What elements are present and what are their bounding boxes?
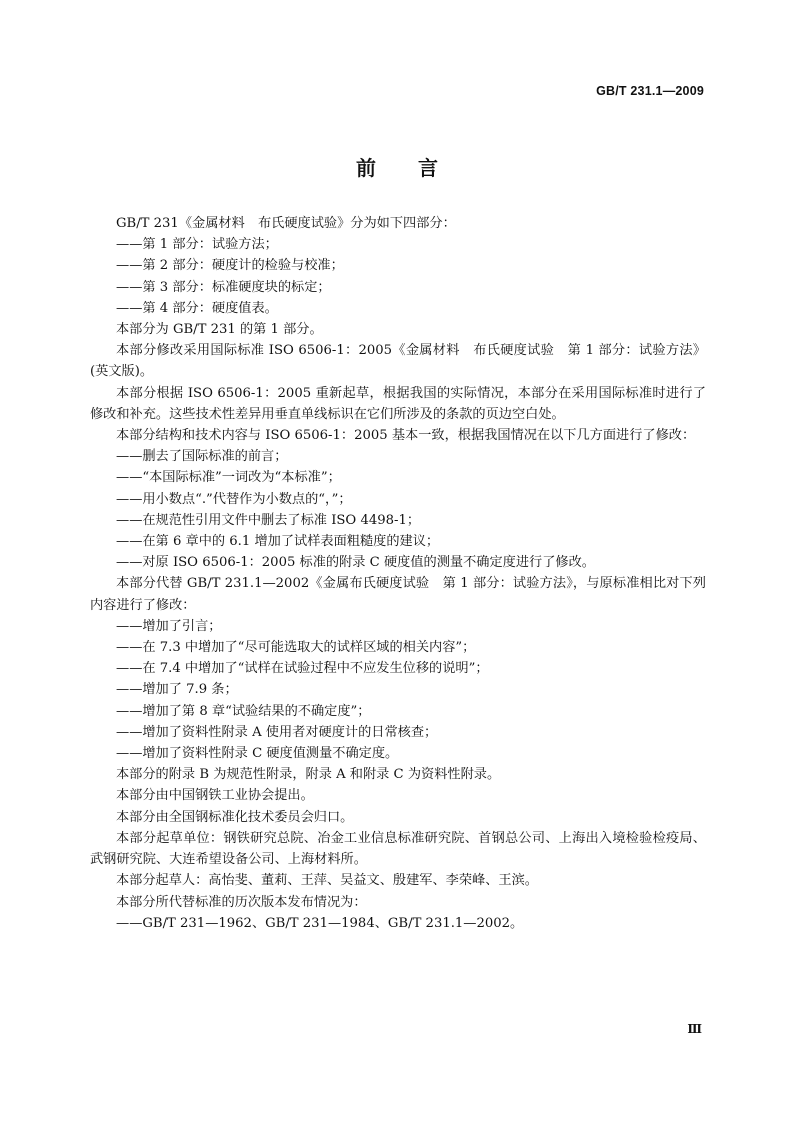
list-item: ——用小数点“.”代替作为小数点的“，”； [116, 491, 352, 507]
list-item: ——删去了国际标准的前言； [116, 449, 288, 465]
list-item: ——GB/T 231—1962、GB/T 231—1984、GB/T 231.1—2002。 [116, 915, 524, 931]
paragraph: 本部分由全国钢标准化技术委员会归口。 [116, 809, 354, 825]
list-item: ——“本国际标准”一词改为“本标准”； [116, 470, 341, 486]
list-item: ——第 4 部分：硬度值表。 [116, 300, 278, 316]
paragraph: 本部分起草单位：钢铁研究总院、冶金工业信息标准研究院、首钢总公司、上海出入境检验检疫局、武钢研究院、大连希望设备公司、上海材料所。 [90, 830, 706, 868]
list-item: ——增加了第 8 章“试验结果的不确定度”； [116, 703, 371, 719]
paragraph: 本部分为 GB/T 231 的第 1 部分。 [116, 322, 323, 338]
paragraph: 本部分修改采用国际标准 ISO 6506-1：2005《金属材料 布氏硬度试验 第 1 部分：试验方法》(英文版)。 [90, 343, 706, 380]
list-item: ——在第 6 章中的 6.1 增加了试样表面粗糙度的建议； [116, 534, 440, 550]
paragraph: 本部分代替 GB/T 231.1—2002《金属布氏硬度试验 第 1 部分：试验方法》，与原标准相比对下列内容进行了修改： [90, 576, 706, 613]
foreword-body [90, 213, 706, 934]
list-item: ——在 7.4 中增加了“试样在试验过程中不应发生位移的说明”； [116, 661, 489, 677]
list-item: ——第 2 部分：硬度计的检验与校准； [116, 258, 344, 274]
list-item: ——对原 ISO 6506-1：2005 标准的附录 C 硬度值的测量不确定度进行了修改。 [116, 555, 595, 571]
list-item: ——在规范性引用文件中删去了标准 ISO 4498-1； [116, 512, 421, 528]
paragraph: GB/T 231《金属材料 布氏硬度试验》分为如下四部分： [116, 216, 456, 231]
list-item: ——在 7.3 中增加了“尽可能选取大的试样区域的相关内容”； [116, 640, 476, 656]
paragraph: 本部分所代替标准的历次版本发布情况为： [116, 894, 367, 910]
paragraph: 本部分起草人：高怡斐、董莉、王萍、吴益文、殷建军、李荣峰、王滨。 [116, 873, 538, 889]
title-char-2: 言 [418, 156, 438, 180]
list-item: ——增加了 7.9 条； [116, 682, 238, 698]
page-title [0, 152, 794, 181]
paragraph: 本部分结构和技术内容与 ISO 6506-1：2005 基本一致，根据我国情况在以下几方面进行了修改： [116, 428, 696, 444]
list-item: ——第 1 部分：试验方法； [116, 237, 278, 253]
paragraph: 本部分由中国钢铁工业协会提出。 [116, 788, 314, 804]
list-item: ——增加了资料性附录 C 硬度值测量不确定度。 [116, 746, 399, 762]
paragraph: 本部分的附录 B 为规范性附录，附录 A 和附录 C 为资料性附录。 [116, 767, 501, 783]
list-item: ——增加了资料性附录 A 使用者对硬度计的日常核查； [116, 724, 438, 740]
title-char-1: 前 [356, 156, 376, 180]
list-item: ——第 3 部分：标准硬度块的标定； [116, 279, 331, 295]
list-item: ——增加了引言； [116, 618, 222, 634]
standard-code: GB/T 231.1—2009 [596, 84, 704, 98]
page-number: Ⅲ [687, 1022, 702, 1036]
paragraph: 本部分根据 ISO 6506-1：2005 重新起草，根据我国的实际情况，本部分在采用国际标准时进行了修改和补充。这些技术性差异用垂直单线标识在它们所涉及的条款的页边空白处。 [90, 385, 706, 422]
